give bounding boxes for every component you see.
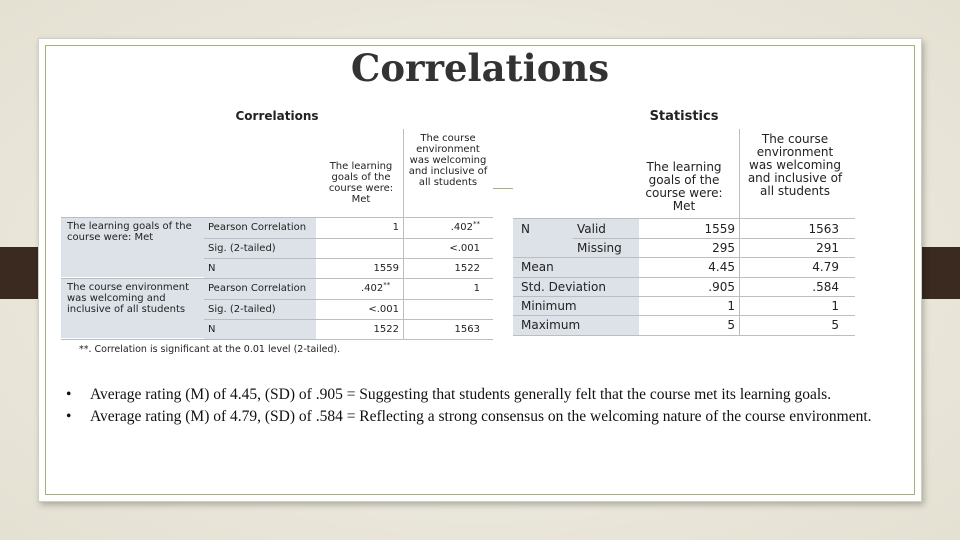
bullet-text: Average rating (M) of 4.45, (SD) of .905 = Suggesting that students generally felt that the course met its learning goals. [90, 386, 832, 403]
divider [204, 258, 493, 259]
table-cell-value: .402 [361, 283, 384, 294]
list-item [66, 385, 886, 405]
divider [573, 238, 855, 239]
divider [204, 238, 493, 239]
bullet-icon: • [66, 408, 72, 425]
stat-label: Pearson Correlation [204, 279, 316, 299]
bullet-icon: • [66, 386, 72, 403]
table-cell: 1 [831, 299, 839, 313]
divider [61, 339, 493, 340]
sig-marker: ** [473, 220, 480, 228]
col-header-course-environment: The course environment was welcoming and inclusive of all students [747, 132, 843, 198]
table-cell: .584 [812, 280, 839, 294]
row-label: N [521, 222, 530, 236]
table-cell: 4.79 [812, 260, 839, 274]
accent-line [493, 188, 515, 189]
table-cell: 1 [392, 222, 399, 233]
divider [513, 257, 855, 258]
stat-label: N [204, 320, 316, 339]
divider [513, 335, 855, 336]
table-cell [361, 283, 401, 294]
correlations-table-title: Correlations [235, 109, 319, 123]
table-cell: 5 [831, 318, 839, 332]
correlations-table [61, 103, 493, 363]
table-cell-value: .402 [450, 222, 473, 233]
sig-marker: ** [383, 281, 391, 289]
table-cell: 1563 [808, 222, 839, 236]
col-header-learning-goals: The learning goals of the course were: Met [328, 161, 394, 205]
stat-label: Sig. (2-tailed) [204, 239, 316, 258]
row-group-label: The course environment was welcoming and inclusive of all students [67, 282, 190, 315]
divider [204, 299, 493, 300]
table-cell: 4.45 [708, 260, 735, 274]
stat-label: N [204, 259, 316, 278]
table-cell: 1 [727, 299, 735, 313]
row-label: Maximum [513, 316, 639, 335]
list-item [66, 407, 886, 427]
divider [403, 129, 404, 339]
table-cell: 1 [473, 283, 480, 294]
table-cell: 295 [712, 241, 735, 255]
statistics-table [513, 103, 855, 343]
row-group-course-environment [61, 279, 204, 338]
row-group-label: The learning goals of the course were: Met [67, 221, 192, 243]
divider [513, 296, 855, 297]
row-label: Mean [513, 258, 639, 277]
table-cell: .905 [708, 280, 735, 294]
divider [204, 319, 493, 320]
divider [513, 315, 855, 316]
table-cell: 1559 [704, 222, 735, 236]
table-cell: 291 [816, 241, 839, 255]
table-cell: 1522 [373, 324, 399, 335]
table-cell [406, 222, 480, 233]
stat-label: Sig. (2-tailed) [204, 300, 316, 319]
divider [513, 277, 855, 278]
statistics-table-title: Statistics [649, 109, 719, 124]
divider [739, 129, 740, 335]
table-cell: <.001 [368, 304, 399, 315]
divider [61, 278, 493, 279]
col-header-learning-goals: The learning goals of the course were: Met [645, 160, 723, 213]
stat-label: Pearson Correlation [204, 218, 316, 238]
row-label: Std. Deviation [513, 278, 639, 297]
table-cell: <.001 [449, 243, 480, 254]
row-label: Minimum [513, 297, 639, 316]
bullet-text: Average rating (M) of 4.79, (SD) of .584 = Reflecting a strong consensus on the welcoming nature of the course environment. [90, 408, 872, 425]
footnote: **. Correlation is significant at the 0.01 level (2-tailed). [79, 344, 341, 355]
bullet-list [66, 385, 886, 429]
page-title: Correlations [350, 46, 610, 90]
table-cell: 1559 [373, 263, 399, 274]
row-group-learning-goals [61, 218, 204, 277]
col-header-course-environment: The course environment was welcoming and inclusive of all students [408, 133, 488, 188]
table-cell: 1563 [454, 324, 480, 335]
row-sublabel: Missing [577, 241, 622, 255]
table-cell: 5 [727, 318, 735, 332]
table-cell: 1522 [454, 263, 480, 274]
row-sublabel: Valid [577, 222, 606, 236]
